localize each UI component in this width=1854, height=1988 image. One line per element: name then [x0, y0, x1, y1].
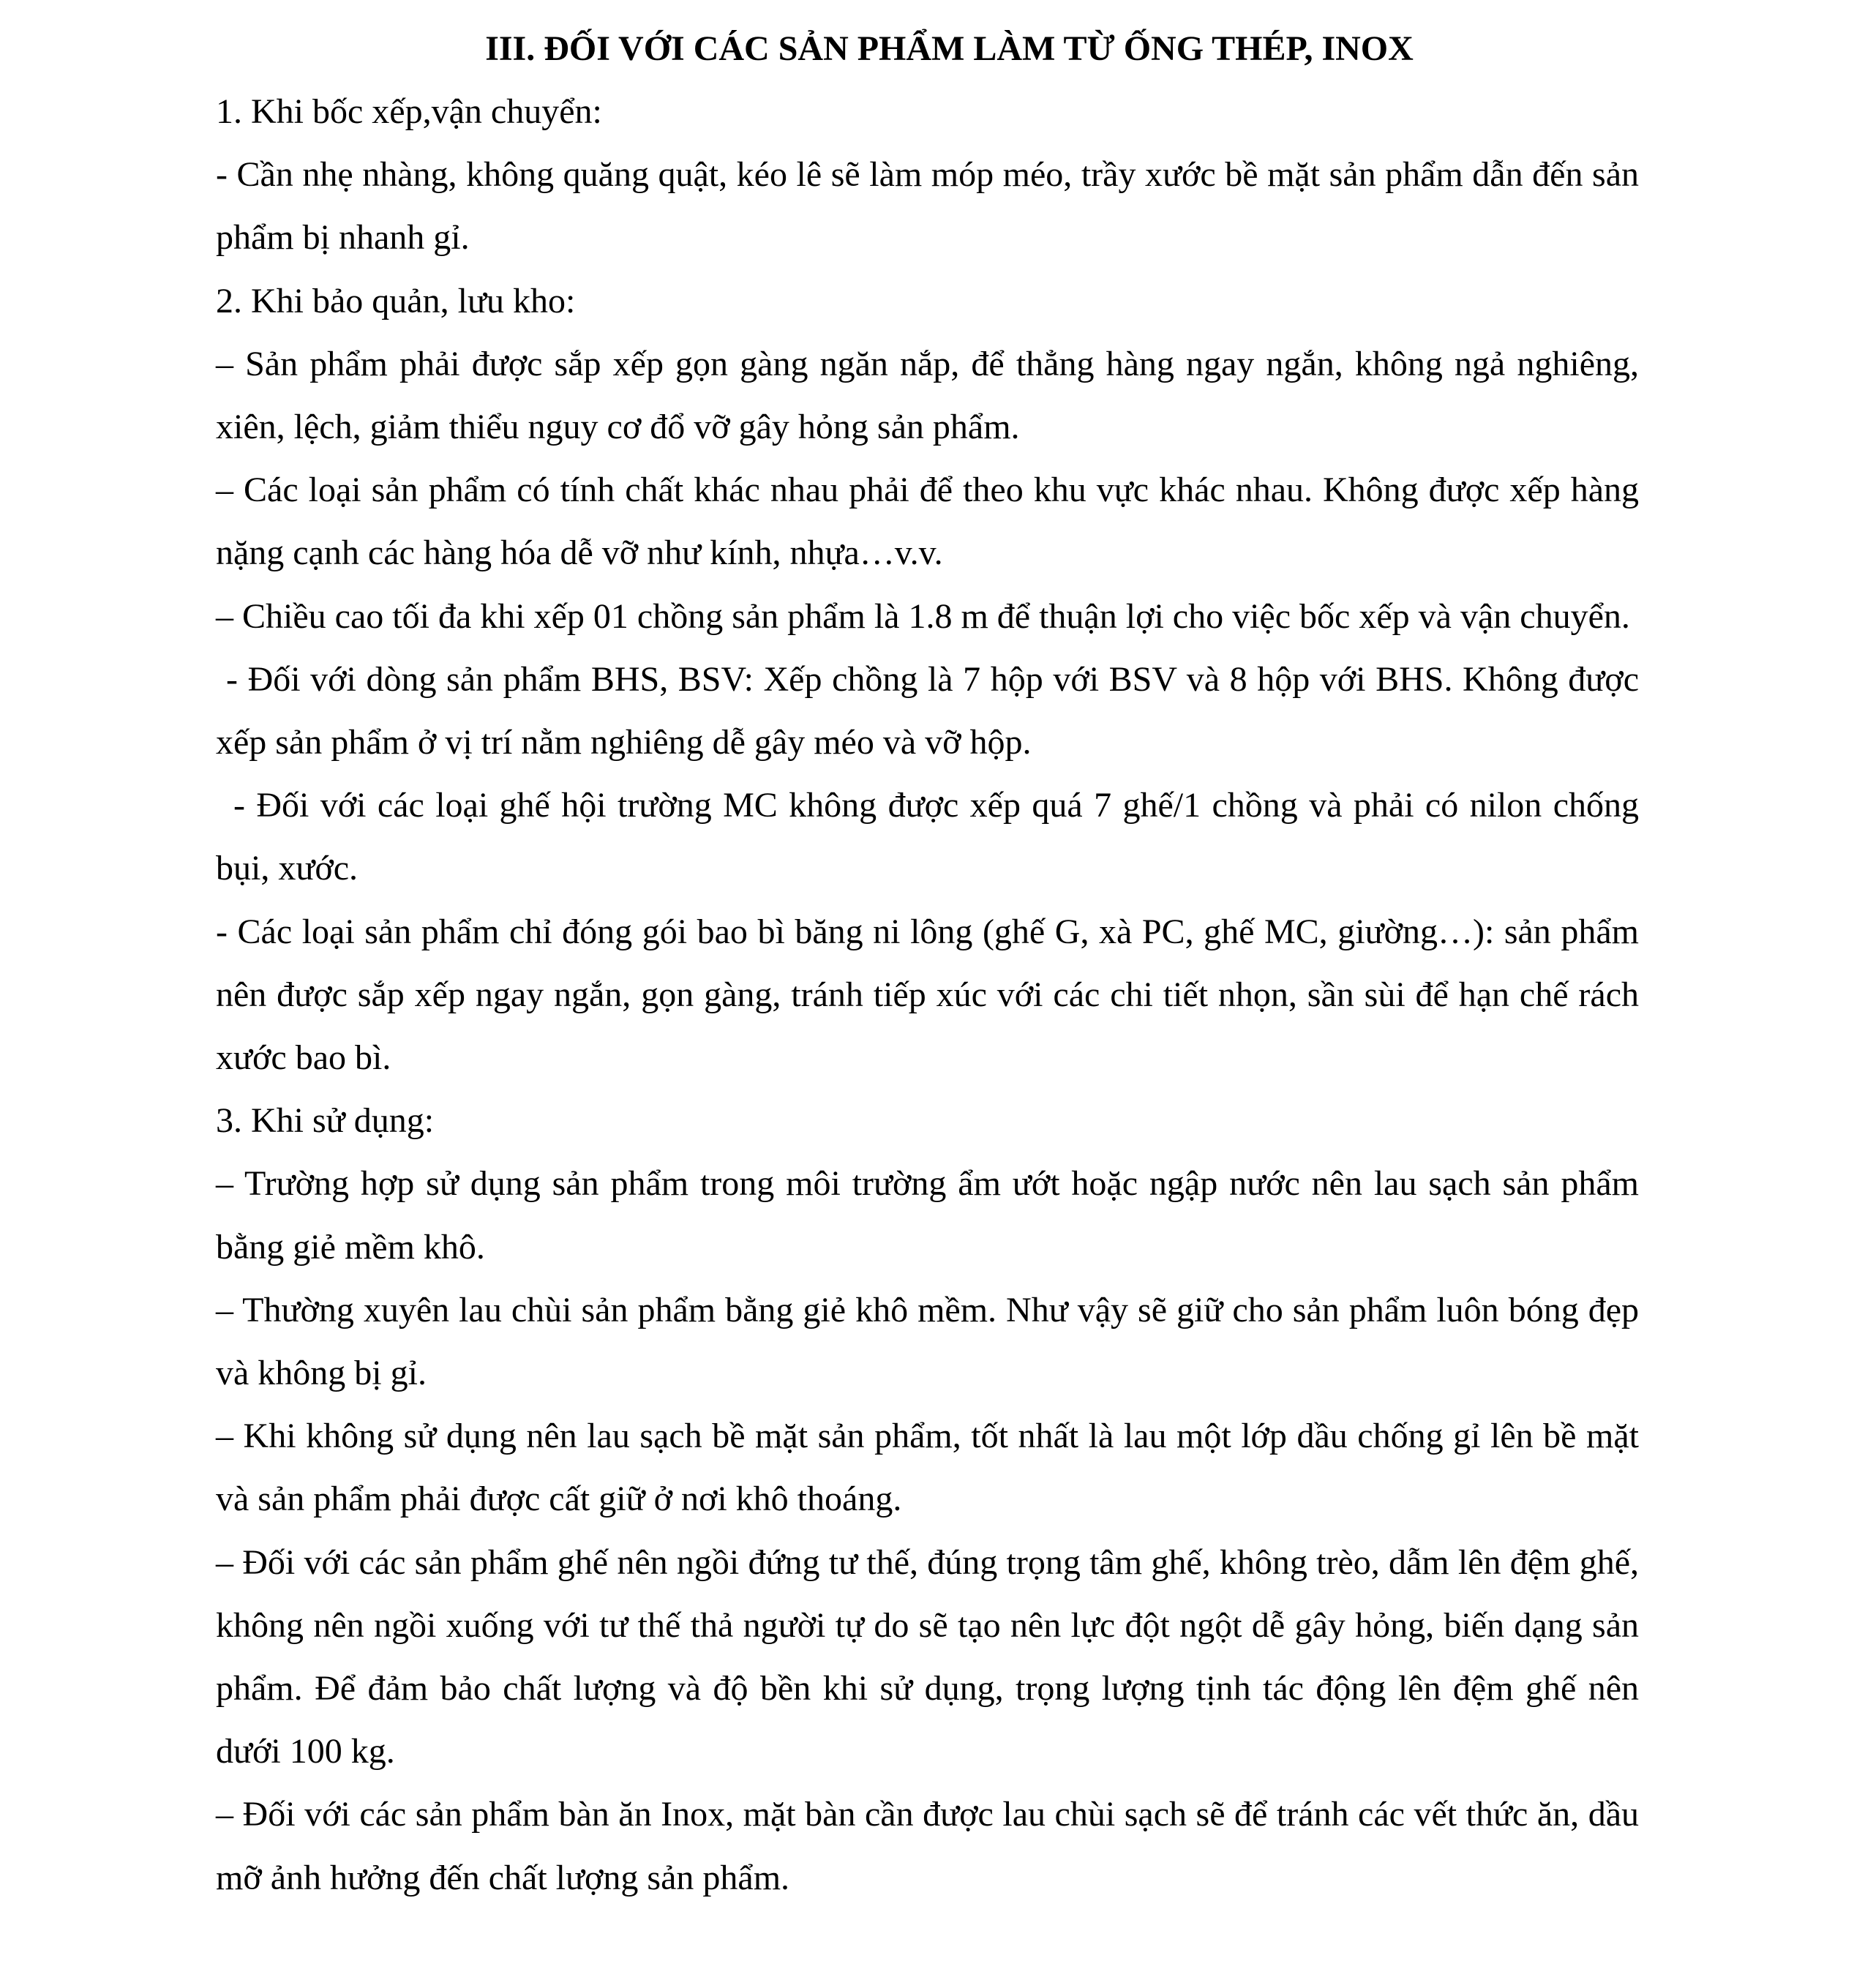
paragraph-storage-arrangement: – Sản phẩm phải được sắp xếp gọn gàng ngăn nắp, để thẳng hàng ngay ngắn, không ngả nghiêng, xiên, lệch, giảm thiểu nguy cơ đổ vỡ gây hỏng sản phẩm.: [216, 344, 1639, 447]
section-heading-storage: 2. Khi bảo quản, lưu kho:: [216, 281, 576, 320]
paragraph-storage-max-height: – Chiều cao tối đa khi xếp 01 chồng sản phẩm là 1.8 m để thuận lợi cho việc bốc xếp và vận chuyển.: [216, 596, 1630, 636]
paragraph-usage-inox-tables: – Đối với các sản phẩm bàn ăn Inox, mặt bàn cần được lau chùi sạch sẽ để tránh các vết thức ăn, dầu mỡ ảnh hưởng đến chất lượng sản phẩm.: [216, 1795, 1639, 1897]
document-title: III. ĐỐI VỚI CÁC SẢN PHẨM LÀM TỪ ỐNG THÉP, INOX: [485, 29, 1414, 68]
paragraph-storage-nylon-packaging: - Các loại sản phẩm chỉ đóng gói bao bì băng ni lông (ghế G, xà PC, ghế MC, giường…): sản phẩm nên được sắp xếp ngay ngắn, gọn gàng, tránh tiếp xúc với các chi tiết nhọn, sần sùi để hạn chế rách xước bao bì.: [216, 912, 1639, 1078]
document-page: [216, 18, 1639, 1910]
paragraph-storage-separation: – Các loại sản phẩm có tính chất khác nhau phải để theo khu vực khác nhau. Không được xếp hàng nặng cạnh các hàng hóa dễ vỡ như kính, nhựa…v.v.: [216, 470, 1639, 573]
paragraph-usage-wet-environment: – Trường hợp sử dụng sản phẩm trong môi trường ẩm ướt hoặc ngập nước nên lau sạch sản phẩm bằng giẻ mềm khô.: [216, 1164, 1639, 1267]
paragraph-storage-mc-chairs: - Đối với các loại ghế hội trường MC không được xếp quá 7 ghế/1 chồng và phải có nilon chống bụi, xước.: [216, 786, 1639, 888]
paragraph-storage-bhs-bsv: - Đối với dòng sản phẩm BHS, BSV: Xếp chồng là 7 hộp với BSV và 8 hộp với BHS. Không được xếp sản phẩm ở vị trí nằm nghiêng dễ gây méo và vỡ hộp.: [216, 659, 1639, 762]
paragraph-usage-chairs: – Đối với các sản phẩm ghế nên ngồi đứng tư thế, đúng trọng tâm ghế, không trèo, dẫm lên đệm ghế, không nên ngồi xuống với tư thế thả người tự do sẽ tạo nên lực đột ngột dễ gây hỏng, biến dạng sản phẩm. Để đảm bảo chất lượng và độ bền khi sử dụng, trọng lượng tịnh tác động lên đệm ghế nên dưới 100 kg.: [216, 1542, 1639, 1771]
paragraph-usage-idle-storage: – Khi không sử dụng nên lau sạch bề mặt sản phẩm, tốt nhất là lau một lớp dầu chống gỉ lên bề mặt và sản phẩm phải được cất giữ ở nơi khô thoáng.: [216, 1417, 1639, 1519]
paragraph-handling-care: - Cần nhẹ nhàng, không quăng quật, kéo lê sẽ làm móp méo, trầy xước bề mặt sản phẩm dẫn đến sản phẩm bị nhanh gỉ.: [216, 155, 1639, 258]
paragraph-usage-regular-cleaning: – Thường xuyên lau chùi sản phẩm bằng giẻ khô mềm. Như vậy sẽ giữ cho sản phẩm luôn bóng đẹp và không bị gỉ.: [216, 1290, 1639, 1393]
section-heading-handling: 1. Khi bốc xếp,vận chuyển:: [216, 92, 602, 131]
section-heading-usage: 3. Khi sử dụng:: [216, 1101, 435, 1141]
